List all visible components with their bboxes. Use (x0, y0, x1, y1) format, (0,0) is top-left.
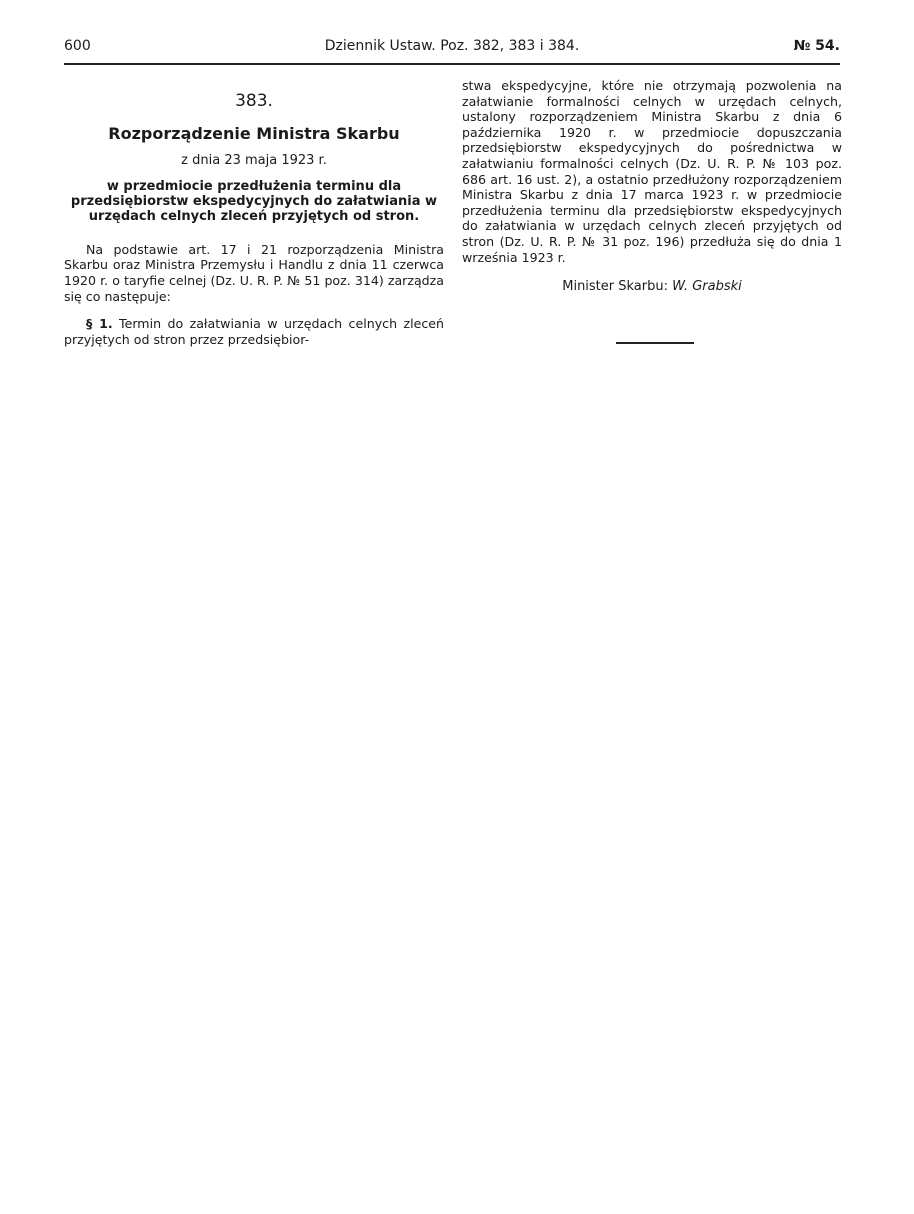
right-column (462, 78, 842, 295)
end-rule (616, 342, 694, 344)
issue-number: № 54. (793, 38, 840, 54)
section-1-start: § 1. Termin do załatwiania w urzędach celnych zleceń przyjętych od stron przez przedsiębior- (64, 316, 444, 347)
header-rule (64, 63, 840, 65)
page-header (64, 38, 840, 60)
signature-role: Minister Skarbu: (562, 279, 668, 295)
document-date: z dnia 23 maja 1923 r. (181, 153, 327, 169)
signature (462, 279, 842, 295)
section-1-continued: stwa ekspedycyjne, które nie otrzymają pozwolenia na załatwianie formalności celnych w urzędach celnych, ustalony rozporządzeniem Ministra Skarbu z dnia 6 października 1920 r. w przedmiocie dopuszczania przedsiębiorstw ekspedycyjnych do pośrednictwa w załatwianiu formalności celnych (Dz. U. R. P. № 103 poz. 686 art. 16 ust. 2), a ostatnio przedłużony rozporządzeniem Ministra Skarbu z dnia 17 marca 1923 r. w przedmiocie przedłużenia terminu dla przedsiębiorstw ekspedycyjnych do załatwiania w urzędach celnych zleceń przyjętych od stron (Dz. U. R. P. № 31 poz. 196) przedłuża się do dnia 1 września 1923 r. (462, 78, 842, 265)
position-number: 383. (235, 91, 273, 111)
page-number: 600 (64, 38, 91, 54)
preamble: Na podstawie art. 17 i 21 rozporządzenia Ministra Skarbu oraz Ministra Przemysłu i Handlu z dnia 11 czerwca 1920 r. o taryfie celnej (Dz. U. R. P. № 51 poz. 314) zarządza się co następuje: (64, 241, 444, 304)
section-1-label: § 1. (86, 316, 113, 332)
journal-title: Dziennik Ustaw. Poz. 382, 383 i 384. (324, 38, 580, 54)
left-column (64, 78, 444, 347)
document-subject: w przedmiocie przedłużenia terminu dla przedsiębiorstw ekspedycyjnych do załatwiania w urzędach celnych zleceń przyjętych od stron. (70, 178, 438, 224)
signature-name: W. Grabski (672, 279, 742, 295)
document-title: Rozporządzenie Ministra Skarbu (108, 123, 400, 143)
